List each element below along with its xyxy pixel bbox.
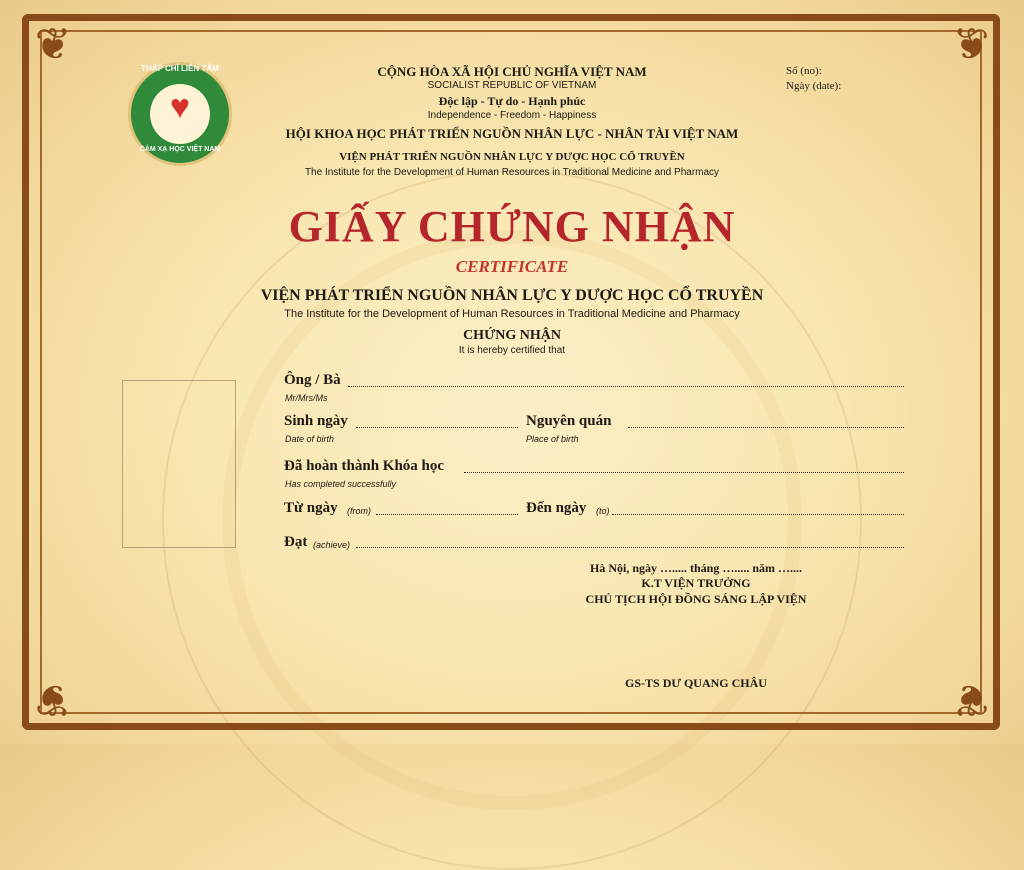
- republic-name-en: SOCIALIST REPUBLIC OF VIETNAM: [427, 80, 597, 91]
- course-sublabel: Has completed successfully: [285, 479, 397, 489]
- heart-hands-icon: ♥: [169, 89, 191, 126]
- association-name: HỘI KHOA HỌC PHÁT TRIỂN NGUỒN NHÂN LỰC - NHÂN TÀI VIỆT NAM: [285, 126, 739, 141]
- logo-bottom-text: CẢM XẠ HỌC VIỆT NAM: [139, 146, 221, 153]
- from-label: Từ ngày: [284, 500, 338, 516]
- institute-name-vi: VIỆN PHÁT TRIỂN NGUỒN NHÂN LỰC Y DƯỢC HỌC CỔ TRUYỀN: [260, 287, 764, 304]
- from-sublabel: (from): [347, 506, 371, 516]
- certificate-title-en: CERTIFICATE: [455, 257, 569, 276]
- from-date-field[interactable]: [376, 514, 518, 515]
- corner-ornament-icon: ❦: [34, 675, 72, 724]
- course-field[interactable]: [464, 472, 904, 473]
- to-date-field[interactable]: [612, 514, 904, 515]
- certifies-heading: CHỨNG NHẬN: [463, 328, 561, 343]
- to-label: Đến ngày: [526, 500, 587, 516]
- motto-en: Independence - Freedom - Happiness: [427, 110, 597, 121]
- origin-label: Nguyên quán: [526, 413, 612, 429]
- certificate-title: GIẤY CHỨNG NHẬN: [288, 202, 736, 251]
- signatory-name: GS-TS DƯ QUANG CHÂU: [625, 676, 767, 690]
- certifies-subheading: It is hereby certified that: [458, 345, 566, 356]
- dob-label: Sinh ngày: [284, 413, 348, 429]
- corner-ornament-icon: ❦: [952, 20, 990, 69]
- course-label: Đã hoàn thành Khóa học: [284, 458, 445, 474]
- achievement-field[interactable]: [356, 547, 904, 548]
- institute-name-en: The Institute for the Development of Human Resources in Traditional Medicine and Pharmacy: [284, 308, 740, 320]
- achieve-sublabel: (achieve): [313, 540, 351, 550]
- signatory-role: K.T VIỆN TRƯỞNG: [641, 576, 751, 590]
- dob-field[interactable]: [356, 427, 518, 428]
- achieve-label: Đạt: [284, 534, 308, 550]
- certificate-date-label: Ngày (date):: [786, 80, 842, 92]
- origin-field[interactable]: [628, 427, 904, 428]
- motto-vi: Độc lập - Tự do - Hạnh phúc: [438, 94, 586, 108]
- dob-sublabel: Date of birth: [285, 434, 335, 444]
- signatory-title: CHỦ TỊCH HỘI ĐỒNG SÁNG LẬP VIỆN: [585, 592, 807, 606]
- photo-placeholder: [122, 380, 236, 548]
- republic-name-vi: CỘNG HÒA XÃ HỘI CHỦ NGHĨA VIỆT NAM: [377, 64, 647, 79]
- certificate-number-label: Số (no):: [786, 65, 822, 77]
- name-label: Ông / Bà: [284, 372, 341, 388]
- header-institute-vi: VIỆN PHÁT TRIỂN NGUỒN NHÂN LỰC Y DƯỢC HỌC CỔ TRUYỀN: [339, 151, 685, 163]
- name-field[interactable]: [348, 386, 904, 387]
- corner-ornament-icon: ❦: [34, 20, 72, 69]
- place-date-line: Hà Nội, ngày …..... tháng …..... năm …....: [589, 561, 803, 575]
- origin-sublabel: Place of birth: [526, 434, 579, 444]
- header-institute-en: The Institute for the Development of Human Resources in Traditional Medicine and Pharmacy: [304, 167, 720, 178]
- name-sublabel: Mr/Mrs/Ms: [285, 393, 328, 403]
- to-sublabel: (to): [596, 506, 610, 516]
- corner-ornament-icon: ❦: [952, 675, 990, 724]
- logo-top-text: THẮP CHÍ LIÊN TÂM: [141, 64, 219, 73]
